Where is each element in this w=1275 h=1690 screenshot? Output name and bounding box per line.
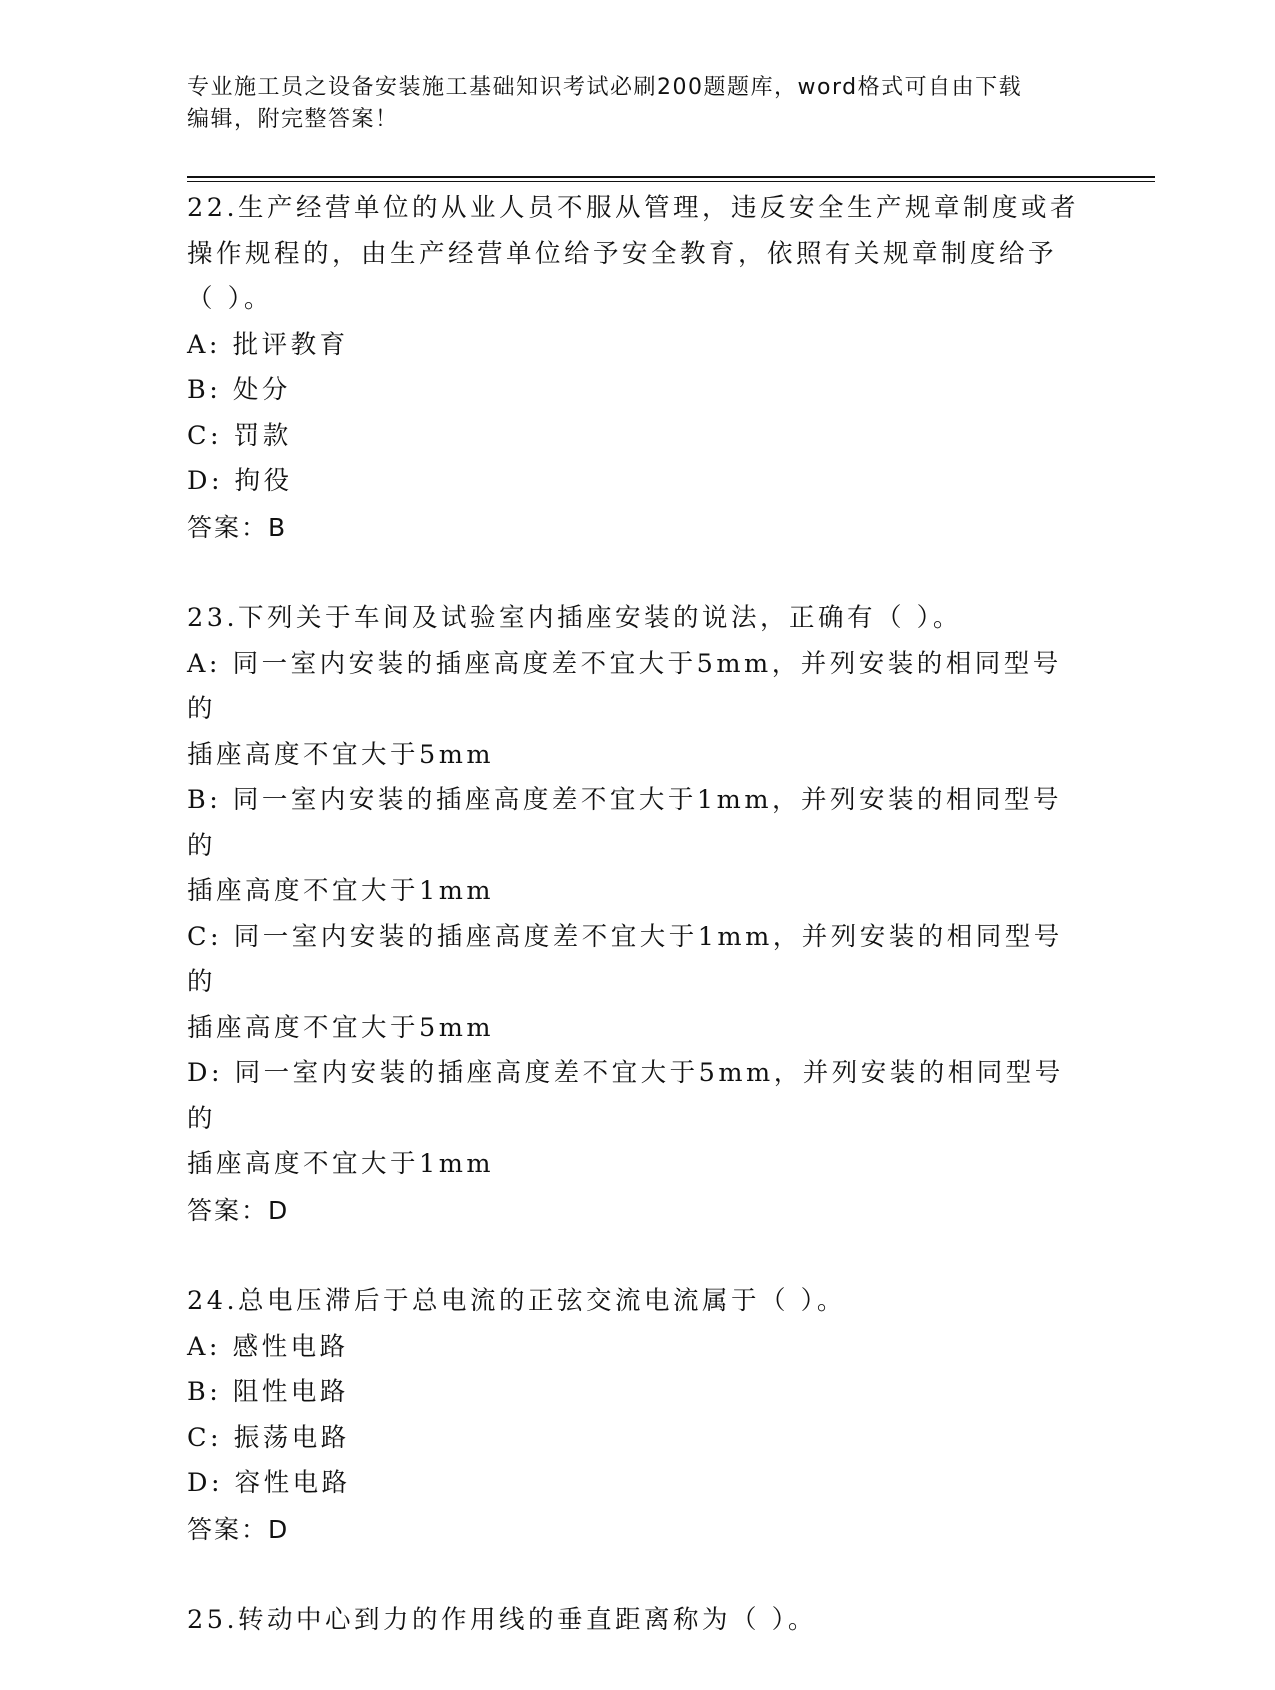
option-c: C: 罚款 (187, 420, 292, 451)
option-a-continued: 插座高度不宜大于5mm (187, 739, 495, 770)
question-stem-line: 25.转动中心到力的作用线的垂直距离称为（ ）。 (187, 1605, 817, 1635)
header-line-1: 专业施工员之设备安装施工基础知识考试必刷200题题库，word格式可自由下载 (187, 75, 1023, 100)
header-divider-thin (187, 181, 1155, 182)
header-divider-thick (187, 176, 1155, 178)
option-a: A: 批评教育 (187, 329, 349, 360)
answer-label: 答案：D (187, 1514, 290, 1544)
question-23 (187, 596, 1087, 1233)
option-c: C: 同一室内安装的插座高度差不宜大于1mm，并列安装的相同型号的 (187, 921, 1063, 997)
question-stem-line: （ ）。 (187, 284, 273, 314)
option-d-continued: 插座高度不宜大于1mm (187, 1149, 495, 1179)
question-stem-line: 22.生产经营单位的从业人员不服从管理，违反安全生产规章制度或者 (187, 193, 1080, 223)
question-22 (187, 186, 1087, 550)
option-b-continued: 插座高度不宜大于1mm (187, 876, 495, 906)
question-stem-line: 23.下列关于车间及试验室内插座安装的说法，正确有（ ）。 (187, 603, 962, 633)
answer-label: 答案：B (187, 512, 288, 542)
question-list (187, 186, 1087, 1690)
option-b: B: 同一室内安装的插座高度差不宜大于1mm，并列安装的相同型号的 (187, 785, 1063, 861)
option-b: B: 处分 (187, 375, 291, 405)
header-line-2: 编辑，附完整答案！ (187, 107, 399, 132)
option-a: A: 感性电路 (187, 1331, 349, 1362)
question-stem-line: 操作规程的，由生产经营单位给予安全教育，依照有关规章制度给予 (187, 238, 1058, 269)
option-d: D: 同一室内安装的插座高度差不宜大于5mm，并列安装的相同型号的 (187, 1058, 1064, 1134)
option-c: C: 振荡电路 (187, 1422, 350, 1453)
option-d: D: 拘役 (187, 466, 293, 496)
question-25 (187, 1598, 1087, 1644)
option-b: B: 阻性电路 (187, 1377, 349, 1407)
document-header (187, 72, 1087, 136)
option-a: A: 同一室内安装的插座高度差不宜大于5mm，并列安装的相同型号的 (187, 648, 1062, 724)
option-d: D: 容性电路 (187, 1468, 351, 1498)
option-c-continued: 插座高度不宜大于5mm (187, 1012, 495, 1043)
question-stem-line: 24.总电压滞后于总电流的正弦交流电流属于（ ）。 (187, 1286, 846, 1316)
answer-label: 答案：D (187, 1195, 290, 1225)
question-24 (187, 1279, 1087, 1552)
